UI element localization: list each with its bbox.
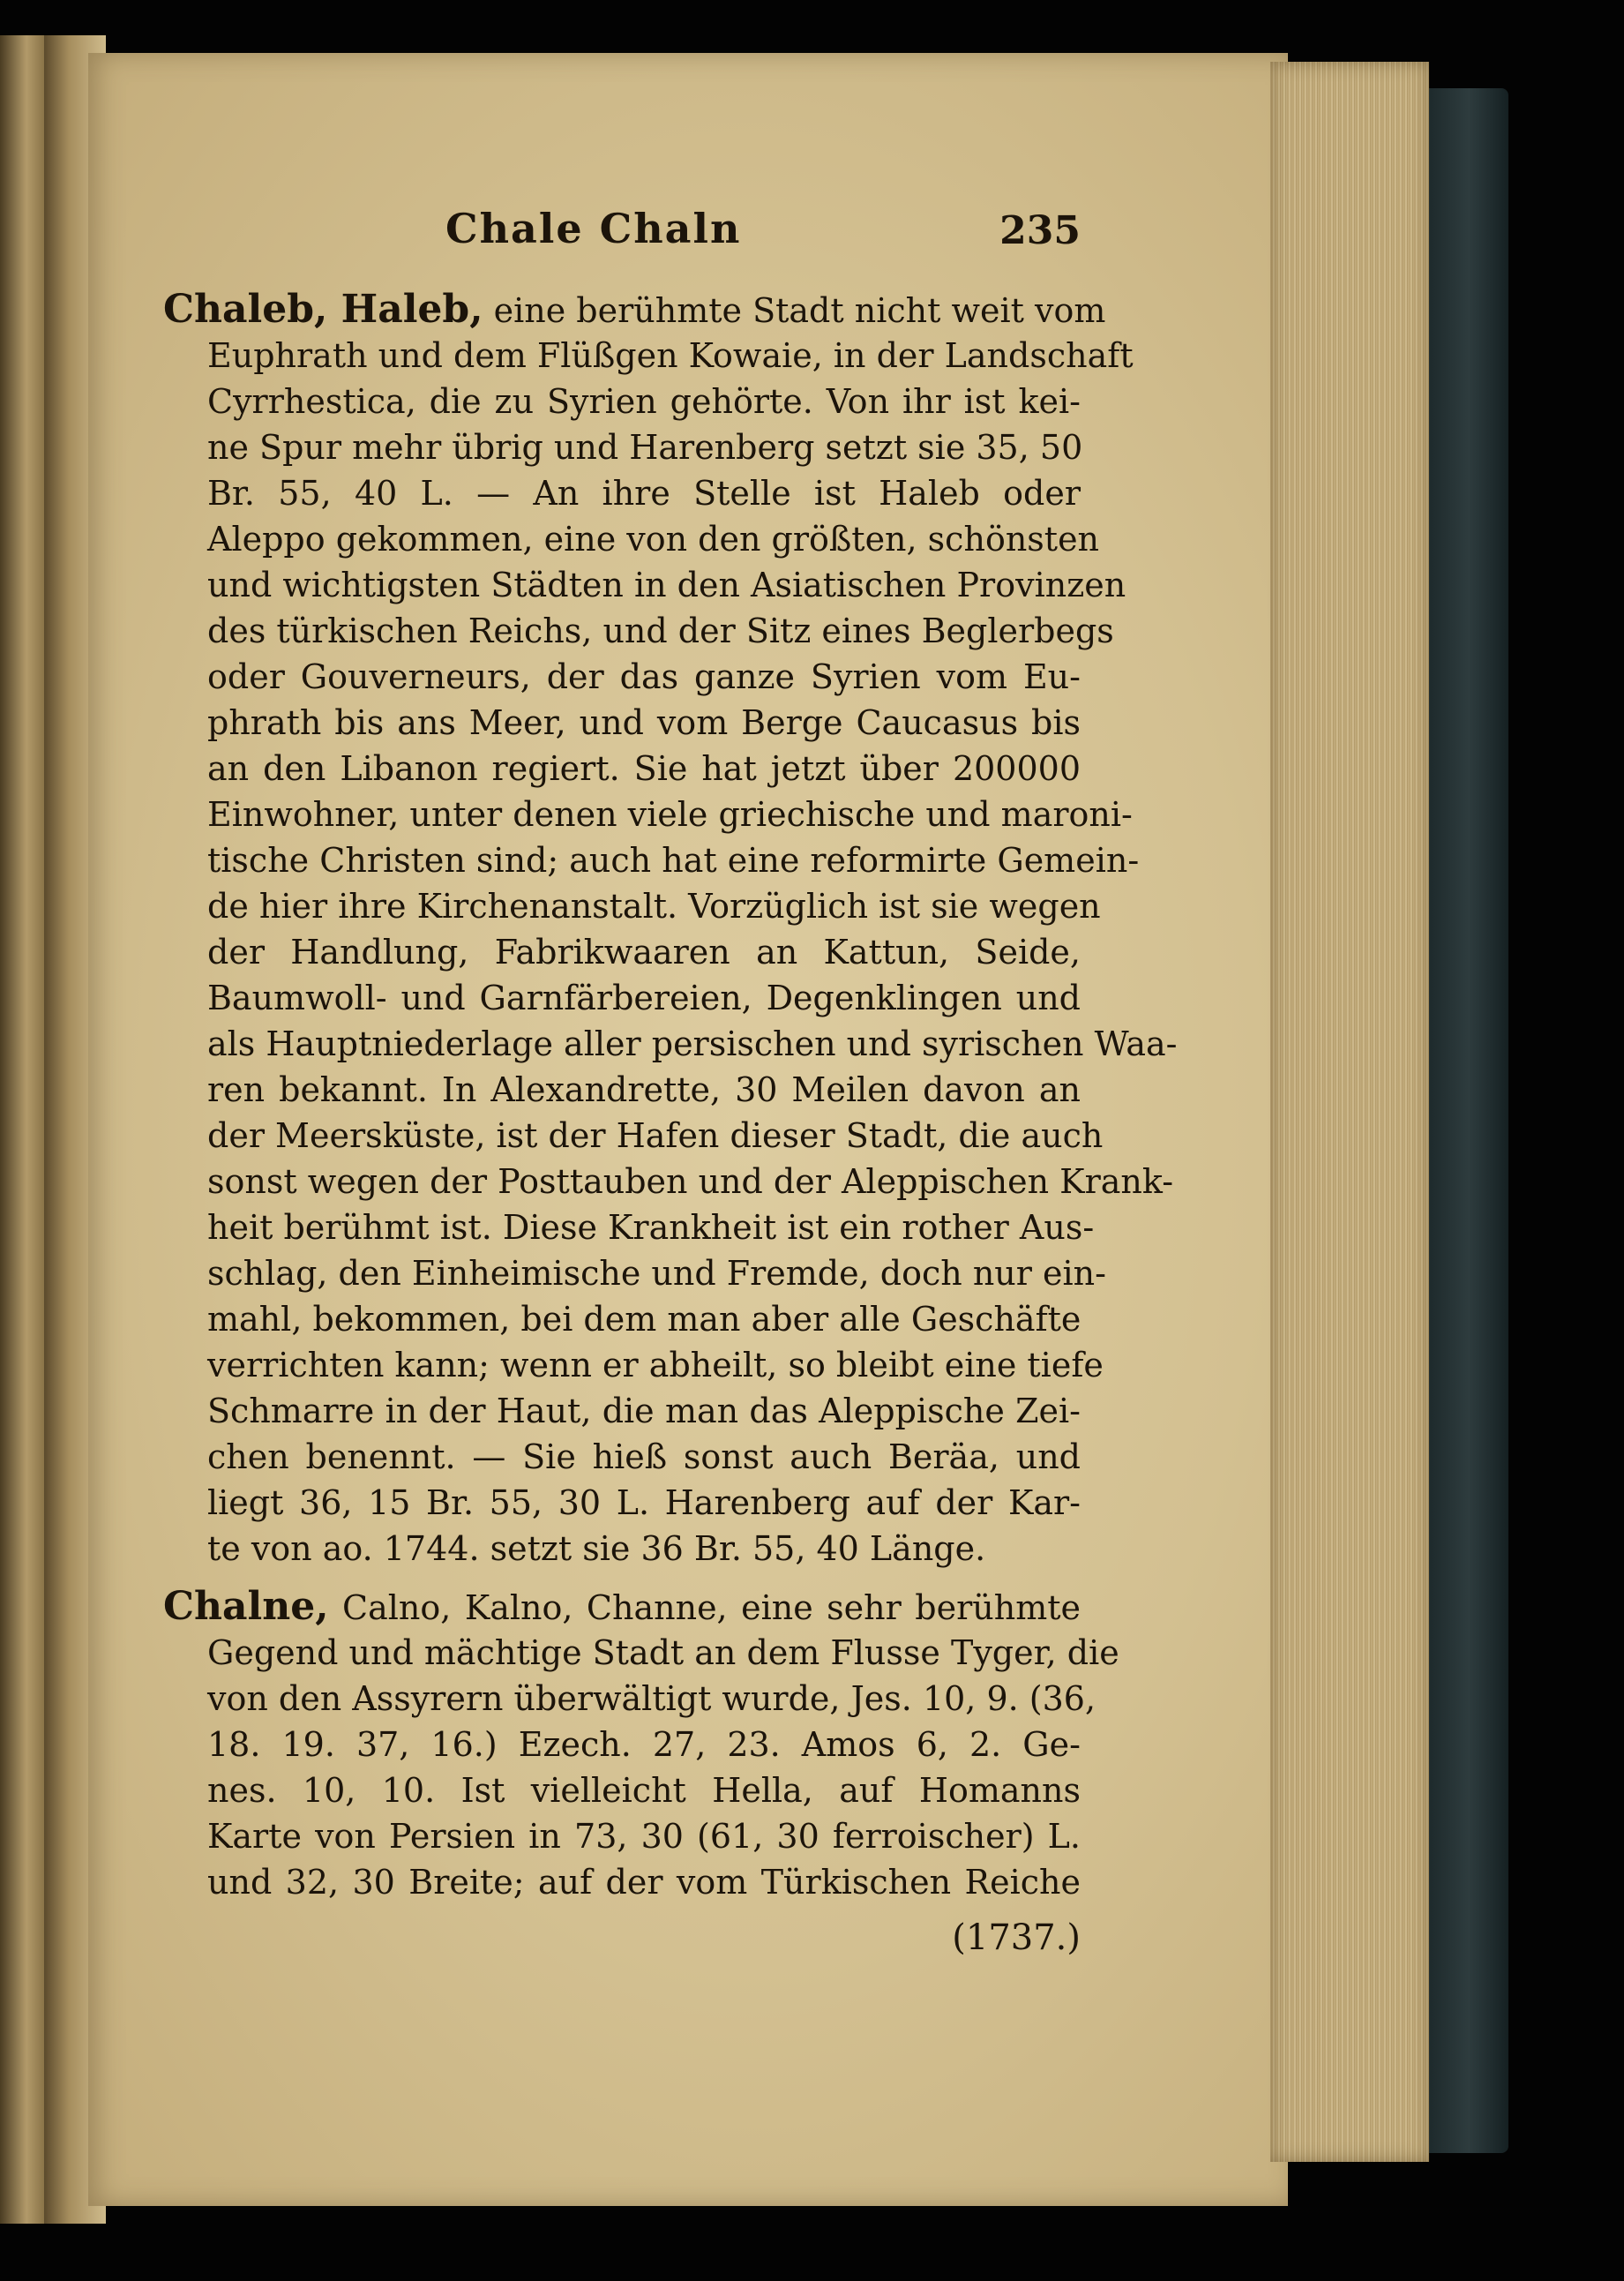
text-line: Cyrrhestica, die zu Syrien gehörte. Von ihr ist kei- (207, 382, 1081, 421)
text-line: ne Spur mehr übrig und Harenberg setzt sie 35, 50 (207, 428, 1083, 467)
running-title: Chale Chaln (445, 205, 742, 252)
text-line: Einwohner, unter denen viele griechische und maroni- (207, 795, 1133, 834)
text-line: Aleppo gekommen, eine von den größten, schönsten (207, 520, 1100, 559)
text-line: von den Assyrern überwältigt wurde, Jes. 10, 9. (36, (207, 1679, 1096, 1718)
entry-keyword: Chalne, (163, 1584, 329, 1629)
text-line: der Handlung, Fabrikwaaren an Kattun, Seide, (207, 933, 1081, 972)
text-line: und wichtigsten Städten in den Asiatischen Provinzen (207, 566, 1126, 604)
text-line: heit berühmt ist. Diese Krankheit ist ein rother Aus- (207, 1208, 1095, 1247)
text-line: des türkischen Reichs, und der Sitz eines Beglerbegs (207, 612, 1114, 650)
text-line: phrath bis ans Meer, und vom Berge Caucasus bis (207, 703, 1081, 742)
text-line: liegt 36, 15 Br. 55, 30 L. Harenberg auf der Kar- (207, 1483, 1081, 1522)
text-line: und 32, 30 Breite; auf der vom Türkischen Reiche (207, 1863, 1081, 1902)
text-line: Schmarre in der Haut, die man das Aleppische Zei- (207, 1392, 1081, 1430)
text-line: Gegend und mächtige Stadt an dem Flusse Tyger, die (207, 1633, 1119, 1672)
text-line: der Meersküste, ist der Hafen dieser Stadt, die auch (207, 1116, 1104, 1155)
page-block-edges (1270, 62, 1429, 2162)
book-cover-edge (1429, 88, 1508, 2153)
text-line: schlag, den Einheimische und Fremde, doch nur ein- (207, 1254, 1106, 1293)
entry-first-line (163, 1584, 1081, 1630)
text-line: Euphrath und dem Flüßgen Kowaie, in der Landschaft (207, 336, 1134, 375)
text-line: Br. 55, 40 L. — An ihre Stelle ist Haleb oder (207, 474, 1081, 513)
text-line: chen benennt. — Sie hieß sonst auch Beräa, und (207, 1437, 1081, 1476)
text-line: te von ao. 1744. setzt sie 36 Br. 55, 40 Länge. (207, 1529, 986, 1568)
text-line: ren bekannt. In Alexandrette, 30 Meilen davon an (207, 1070, 1081, 1109)
entry-first-line (163, 287, 1106, 333)
text-line: als Hauptniederlage aller persischen und syrischen Waa- (207, 1024, 1178, 1063)
text-line: oder Gouverneurs, der das ganze Syrien vom Eu- (207, 657, 1081, 696)
text-line: an den Libanon regiert. Sie hat jetzt über 200000 (207, 749, 1081, 788)
text-line: 18. 19. 37, 16.) Ezech. 27, 23. Amos 6, 2. Ge- (207, 1725, 1081, 1764)
page-number: 235 (999, 208, 1081, 253)
text-line: mahl, bekommen, bei dem man aber alle Geschäfte (207, 1300, 1081, 1339)
running-header (163, 205, 1081, 258)
text-line: Baumwoll- und Garnfärbereien, Degenklingen und (207, 979, 1081, 1017)
text-line: nes. 10, 10. Ist vielleicht Hella, auf Homanns (207, 1771, 1081, 1810)
text-line: sonst wegen der Posttauben und der Aleppischen Krank- (207, 1162, 1174, 1201)
text-line: Karte von Persien in 73, 30 (61, 30 ferroischer) L. (207, 1817, 1081, 1856)
text-line: Calno, Kalno, Channe, eine sehr berühmte (342, 1588, 1081, 1627)
text-line: de hier ihre Kirchenanstalt. Vorzüglich ist sie wegen (207, 887, 1101, 926)
text-line: verrichten kann; wenn er abheilt, so bleibt eine tiefe (207, 1346, 1104, 1384)
catchword: (1737.) (952, 1917, 1081, 1958)
text-line: tische Christen sind; auch hat eine reformirte Gemein- (207, 841, 1140, 880)
entry-keyword: Chaleb, Haleb, (163, 287, 483, 332)
facing-page-edge (0, 35, 44, 2224)
text-line: eine berühmte Stadt nicht weit vom (493, 291, 1106, 330)
